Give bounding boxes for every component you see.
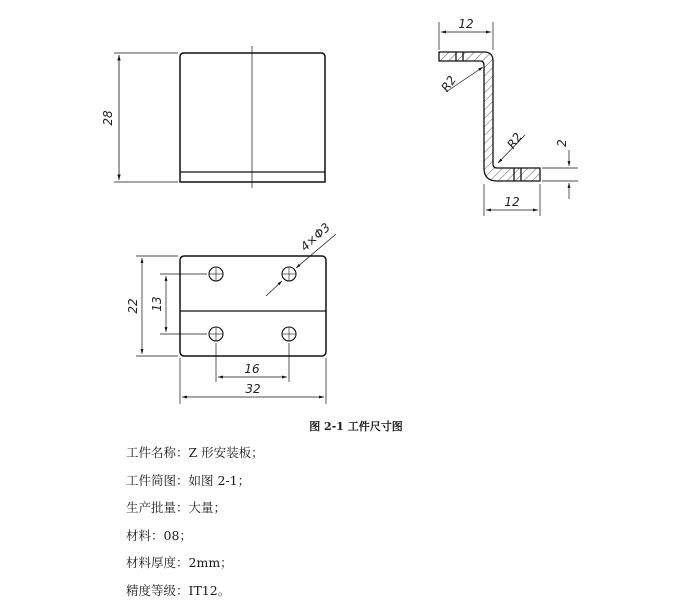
dim-hole-spacing-16: 16 [244, 362, 260, 376]
dim-bend-radius-top: R2 [438, 73, 459, 94]
spec-precision-grade: 精度等级：IT12。 [126, 584, 264, 611]
dim-bottom-flange-12: 12 [504, 195, 519, 209]
top-view [180, 256, 326, 356]
spec-production-batch: 生产批量：大量； [126, 501, 264, 529]
dim-hole-spacing-13: 13 [150, 296, 164, 311]
dim-height-28: 28 [101, 110, 115, 126]
dim-bend-radius-bottom: R2 [504, 130, 525, 151]
spec-workpiece-name: 工件名称：Z 形安装板； [126, 446, 264, 474]
front-view [114, 46, 325, 188]
spec-material: 材料：08； [126, 529, 264, 557]
dim-top-flange-12: 12 [458, 17, 473, 31]
hole-callout: 4×Φ3 [298, 220, 333, 254]
mounting-holes [209, 267, 296, 341]
figure-caption: 图 2-1 工件尺寸图 [0, 418, 678, 434]
dim-thickness-2: 2 [555, 139, 569, 147]
dim-length-32: 32 [245, 382, 260, 396]
side-view [439, 52, 540, 181]
spec-workpiece-sketch: 工件简图：如图 2-1； [126, 474, 264, 502]
dim-width-22: 22 [126, 298, 140, 313]
spec-list [126, 446, 264, 611]
spec-material-thickness: 材料厚度：2mm； [126, 556, 264, 584]
